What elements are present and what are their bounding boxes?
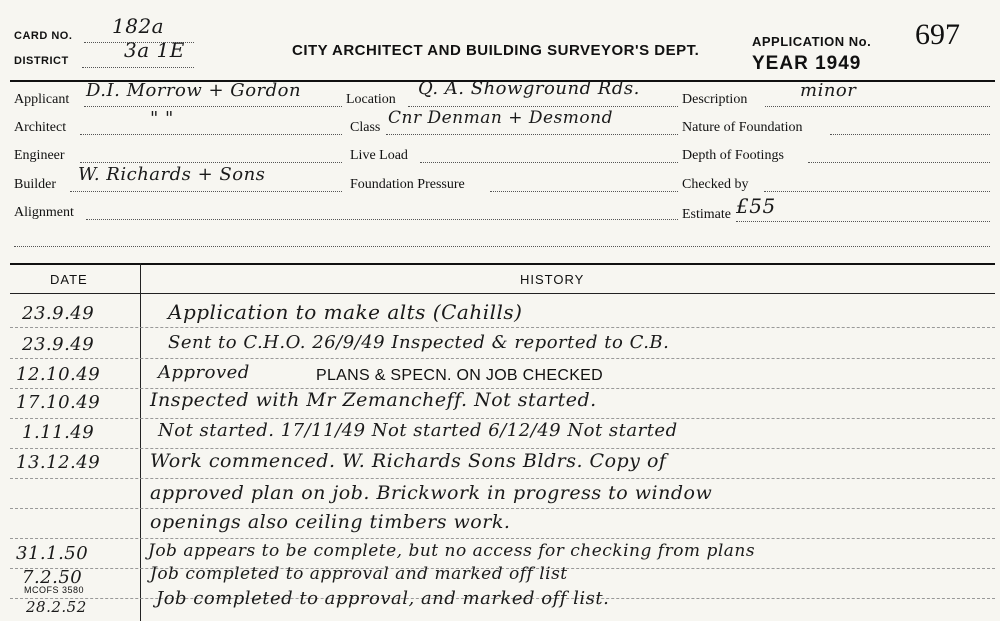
history-column-header: HISTORY	[520, 272, 585, 287]
description-line	[765, 106, 990, 107]
application-number: 697	[915, 18, 960, 51]
history-date: 12.10.49	[16, 364, 101, 385]
class-value: Cnr Denman + Desmond	[388, 108, 613, 128]
engineer-label: Engineer	[14, 148, 65, 163]
architect-label: Architect	[14, 120, 67, 135]
builder-label: Builder	[14, 177, 56, 192]
location-value: Q. A. Showground Rds.	[418, 78, 640, 99]
history-entry: Sent to C.H.O. 26/9/49 Inspected & reported to C.B.	[168, 332, 670, 353]
location-line	[408, 106, 678, 107]
history-entry: Job appears to be complete, but no access for checking from plans	[148, 541, 756, 561]
builder-line	[70, 191, 342, 192]
class-line	[386, 134, 678, 135]
history-entry: Job completed to approval, and marked off list.	[156, 588, 610, 609]
foundation-pressure-label: Foundation Pressure	[350, 177, 465, 192]
checked-by-line	[764, 191, 990, 192]
history-date: 7.2.50	[22, 567, 83, 588]
estimate-line	[736, 221, 990, 222]
form-code: MCOFS 3580	[24, 585, 85, 595]
row-rule	[10, 358, 995, 359]
architect-line	[80, 134, 342, 135]
builder-value: W. Richards + Sons	[78, 164, 266, 185]
alignment-label: Alignment	[14, 205, 74, 220]
history-entry: Application to make alts (Cahills)	[168, 300, 523, 324]
history-date: 23.9.49	[22, 334, 95, 355]
nature-line	[830, 134, 990, 135]
row-rule	[10, 327, 995, 328]
history-date: 31.1.50	[16, 543, 89, 564]
department-title: CITY ARCHITECT AND BUILDING SURVEYOR'S DEPT.	[292, 42, 700, 59]
row-rule	[10, 418, 995, 419]
applicant-line	[84, 106, 342, 107]
live-load-label: Live Load	[350, 148, 408, 163]
foundation-pressure-line	[490, 191, 678, 192]
applicant-label: Applicant	[14, 92, 70, 107]
history-date: 13.12.49	[16, 452, 101, 473]
history-entry: Work commenced. W. Richards Sons Bldrs. Copy of	[150, 450, 667, 472]
history-entry: openings also ceiling timbers work.	[150, 511, 511, 533]
history-entry: Job completed to approval and marked off list	[150, 564, 568, 584]
plans-checked-stamp: PLANS & SPECN. ON JOB CHECKED	[316, 367, 603, 384]
estimate-value: £55	[736, 194, 776, 218]
checked-by-label: Checked by	[682, 177, 749, 192]
architect-value: " "	[150, 108, 174, 129]
history-entry: approved plan on job. Brickwork in progress to window	[150, 482, 713, 504]
blank-line	[14, 246, 990, 247]
depth-line	[808, 162, 990, 163]
live-load-line	[420, 162, 678, 163]
district-value: 3a 1E	[124, 38, 185, 62]
history-date: 17.10.49	[16, 392, 101, 413]
class-label: Class	[350, 120, 381, 135]
row-rule	[10, 448, 995, 449]
depth-of-footings-label: Depth of Footings	[682, 148, 784, 163]
history-date: 23.9.49	[22, 303, 95, 324]
history-top-rule	[10, 263, 995, 265]
row-rule	[10, 508, 995, 509]
description-value: minor	[800, 80, 857, 101]
description-label: Description	[682, 92, 748, 107]
nature-of-foundation-label: Nature of Foundation	[682, 120, 803, 135]
history-date: 28.2.52	[26, 598, 87, 616]
location-label: Location	[346, 92, 396, 107]
district-line	[82, 67, 194, 68]
alignment-line	[86, 219, 678, 220]
applicant-value: D.I. Morrow + Gordon	[86, 80, 302, 101]
district-label: DISTRICT	[14, 55, 69, 67]
estimate-label: Estimate	[682, 207, 731, 222]
year-label: YEAR 1949	[752, 53, 862, 74]
row-rule	[10, 478, 995, 479]
history-entry: Inspected with Mr Zemancheff. Not started.	[150, 389, 597, 411]
application-label: APPLICATION No.	[752, 34, 872, 49]
history-date: 1.11.49	[22, 422, 95, 443]
history-entry: Approved	[158, 362, 250, 383]
history-header-rule	[10, 293, 995, 294]
row-rule	[10, 538, 995, 539]
history-entry: Not started. 17/11/49 Not started 6/12/49 Not started	[158, 420, 678, 441]
date-column-header: DATE	[50, 272, 88, 287]
card-no-value: 182a	[112, 14, 165, 38]
engineer-line	[80, 162, 342, 163]
card-no-label: CARD NO.	[14, 30, 73, 42]
